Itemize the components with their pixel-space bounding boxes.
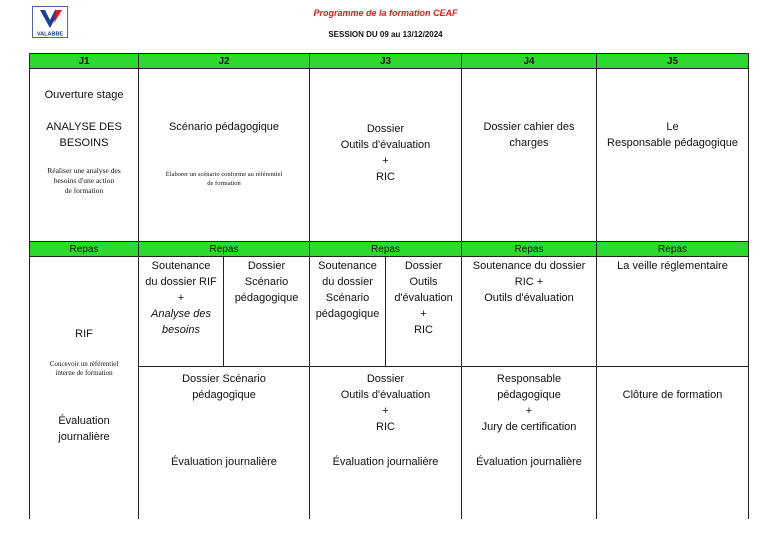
afternoon-j5-top	[596, 257, 749, 367]
j3-left-line2: du dossier	[322, 276, 373, 288]
opening-text: Ouverture stage	[44, 89, 124, 101]
afternoon-j3-bottom	[309, 367, 461, 519]
j4-top-line3: Outils d'évaluation	[484, 292, 574, 304]
daily-eval-line2: journalière	[58, 431, 110, 443]
objective-note-2: besoins d'une action	[53, 176, 115, 185]
objective-note-3: de formation	[64, 186, 104, 195]
j2-left-line5: besoins	[162, 324, 200, 336]
j3-right-line4: +	[420, 308, 427, 320]
j4-bottom-line1: Responsable	[496, 373, 562, 385]
j5-morning-line2: Responsable pédagogique	[607, 137, 738, 149]
j3-morning-line1: Dossier	[366, 123, 405, 135]
rif-note-1: Concevoir un référentiel	[49, 360, 119, 368]
j3-bottom-line2: Outils d'évaluation	[340, 389, 431, 401]
j3-right-line2: Outils	[409, 276, 438, 288]
afternoon-j3-right	[385, 257, 461, 367]
j2-left-line2: du dossier RIF	[145, 276, 217, 288]
j4-top-line2: RIC +	[514, 276, 544, 288]
afternoon-j4-top	[461, 257, 596, 367]
j3-daily-eval: Évaluation journalière	[332, 456, 439, 468]
j2-bottom-line2: pédagogique	[192, 389, 256, 401]
j2-left-line3: +	[177, 292, 185, 304]
afternoon-j3-left	[309, 257, 385, 367]
j4-daily-eval: Évaluation journalière	[476, 456, 582, 468]
j3-morning-line4: RIC	[376, 171, 395, 183]
lunch-j2: Repas	[138, 241, 309, 257]
j3-left-line3: Scénario	[325, 292, 370, 304]
objective-note-1: Réaliser une analyse des	[47, 166, 121, 175]
day-header-j2: J2	[138, 53, 309, 69]
lunch-j5: Repas	[596, 241, 749, 257]
morning-j4	[461, 69, 596, 241]
rif-title: RIF	[75, 328, 93, 340]
afternoon-j2-left	[138, 257, 223, 367]
scenario-note-2: de formation	[207, 180, 241, 187]
j2-right-line3: pédagogique	[234, 292, 299, 304]
rif-note-2: interne de formation	[55, 369, 113, 377]
afternoon-j4-bottom	[461, 367, 596, 519]
lunch-j3: Repas	[309, 241, 461, 257]
day-header-j3: J3	[309, 53, 461, 69]
j3-morning-line2: Outils d'évaluation	[340, 139, 431, 151]
j3-bottom-line4: RIC	[376, 421, 395, 433]
j2-left-line4: Analyse des	[151, 308, 211, 320]
lunch-j1: Repas	[29, 241, 138, 257]
training-closing: Clôture de formation	[622, 389, 723, 401]
needs-analysis-line1: ANALYSE DES	[46, 121, 122, 133]
j2-right-line2: Scénario	[244, 276, 289, 288]
j3-right-line5: RIC	[414, 324, 433, 336]
session-dates: SESSION DU 09 au 13/12/2024	[328, 30, 443, 39]
j3-right-line3: d'évaluation	[394, 292, 453, 304]
j4-morning-line2: charges	[509, 137, 549, 149]
daily-eval-line1: Évaluation	[58, 415, 110, 427]
j4-top-line1: Soutenance du dossier	[472, 260, 586, 272]
j2-bottom-line1: Dossier Scénario	[182, 373, 266, 385]
j2-right-line1: Dossier	[247, 260, 286, 272]
program-title: Programme de la formation CEAF	[313, 8, 458, 18]
schedule-table	[29, 53, 749, 519]
j4-bottom-line3: +	[525, 405, 533, 417]
morning-j3	[309, 69, 461, 241]
j3-right-line1: Dossier	[404, 260, 443, 272]
afternoon-j2-right	[223, 257, 309, 367]
day-header-j5: J5	[596, 53, 749, 69]
morning-j5	[596, 69, 749, 241]
j3-left-line1: Soutenance	[318, 260, 377, 272]
regulatory-watch: La veille réglementaire	[617, 260, 728, 272]
j3-left-line4: pédagogique	[315, 308, 380, 320]
j3-bottom-line3: +	[382, 405, 389, 417]
j2-left-line1: Soutenance	[151, 260, 211, 272]
afternoon-j1	[29, 257, 138, 519]
afternoon-j2-bottom	[138, 367, 309, 519]
j4-bottom-line2: pédagogique	[497, 389, 561, 401]
j5-morning-line1: Le	[666, 121, 679, 133]
j4-morning-line1: Dossier cahier des	[483, 121, 575, 133]
morning-j1	[29, 69, 138, 241]
day-header-j1: J1	[29, 53, 138, 69]
j2-daily-eval: Évaluation journalière	[171, 456, 277, 468]
j3-morning-line3: +	[382, 155, 389, 167]
lunch-j4: Repas	[461, 241, 596, 257]
j3-bottom-line1: Dossier	[366, 373, 405, 385]
morning-j2	[138, 69, 309, 241]
scenario-title: Scénario pédagogique	[168, 121, 280, 133]
afternoon-j5-bottom	[596, 367, 749, 519]
scenario-note-1: Élaborer un scénario conforme au référentiel	[165, 171, 283, 178]
day-header-j4: J4	[461, 53, 596, 69]
svg-text:VALABBE: VALABBE	[36, 31, 64, 38]
j4-bottom-line4: Jury de certification	[481, 421, 577, 433]
needs-analysis-line2: BESOINS	[59, 137, 109, 149]
